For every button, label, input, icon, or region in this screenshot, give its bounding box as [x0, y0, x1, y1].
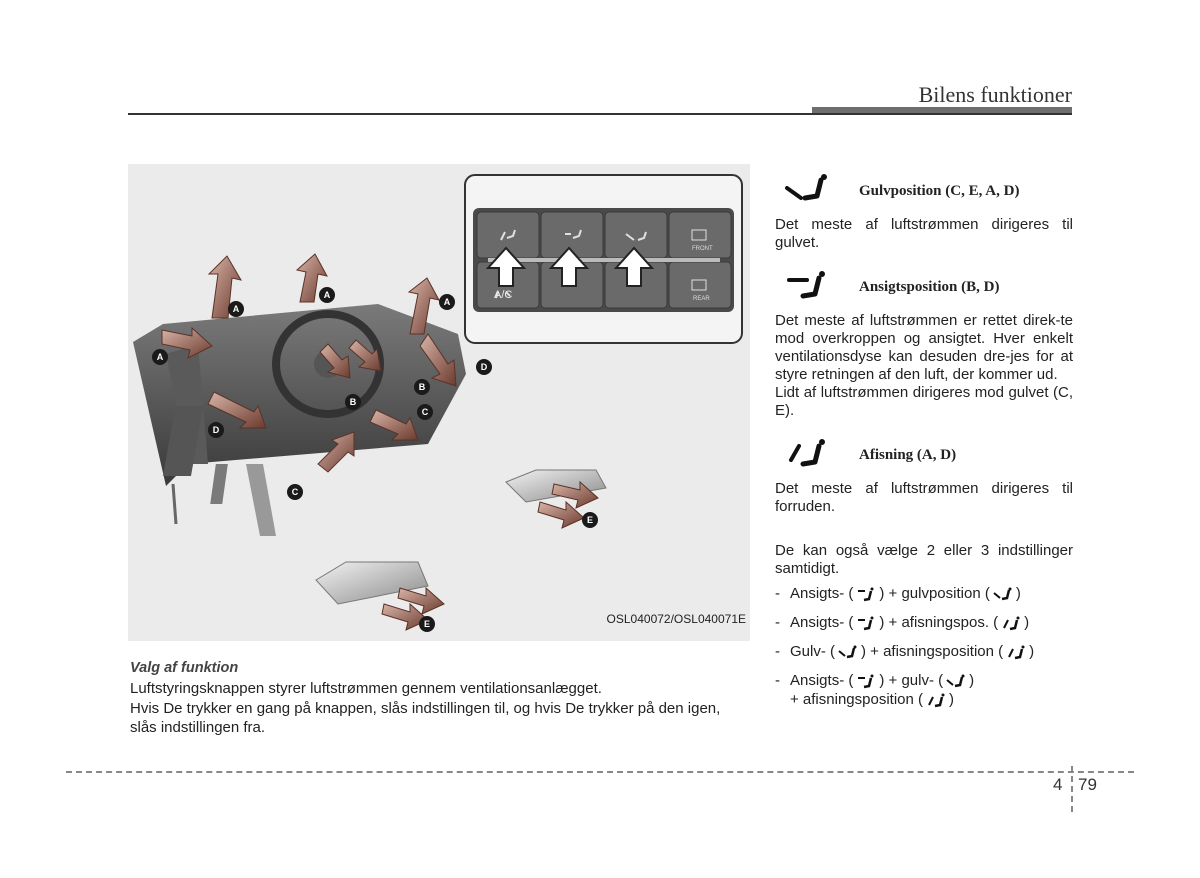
svg-text:C: C — [421, 407, 429, 417]
defrost-mode-icon — [775, 436, 835, 470]
vent-label-a3 — [439, 294, 455, 310]
vent-label-e1 — [582, 512, 598, 528]
svg-text:B: B — [349, 397, 357, 407]
paragraph-2: Hvis De trykker en gang på knappen, slås indstillingen til, og hvis De trykker på den igen, slås indstillingen fra. — [130, 700, 721, 736]
function-selection-section — [130, 659, 750, 738]
face-mode-heading — [775, 266, 1073, 306]
floor-mode-icon — [992, 586, 1014, 602]
floor-mode-icon — [945, 673, 967, 689]
vent-label-a4 — [152, 349, 168, 365]
face-mode-text-2: Lidt af luftstrømmen dirigeres mod gulvet (C, E). — [775, 384, 1073, 419]
section-subheading: Valg af funktion — [130, 660, 239, 676]
svg-text:D: D — [212, 425, 220, 435]
svg-text:B: B — [418, 382, 426, 392]
face-mode-icon — [855, 673, 877, 689]
svg-text:E: E — [586, 515, 594, 525]
vent-label-c1 — [417, 404, 433, 420]
rear-defrost-label: REAR — [693, 296, 710, 302]
chapter-number: 4 — [1053, 775, 1063, 794]
dashboard-drawing — [128, 164, 750, 641]
climate-control-panel — [465, 175, 742, 343]
combo-item: - Gulv- ( ) + afisningsposition ( ) — [775, 643, 1035, 660]
defrost-mode-title: Afisning (A, D) — [859, 447, 957, 463]
vent-label-a1 — [228, 301, 244, 317]
floor-mode-text: Det meste af luftstrømmen dirigeres til gulvet. — [775, 216, 1073, 251]
mode-descriptions — [775, 170, 1073, 709]
svg-text:C: C — [291, 487, 299, 497]
vent-label-d2 — [208, 422, 224, 438]
floor-mode-icon — [837, 644, 859, 660]
floor-mode-icon — [775, 172, 835, 206]
footer-divider — [66, 771, 1134, 773]
defrost-mode-icon — [1000, 615, 1022, 631]
paragraph-1: Luftstyringsknappen styrer luftstrømmen gennem ventilationsanlægget. — [130, 680, 602, 697]
figure-code: OSL040072/OSL040071E — [606, 612, 746, 626]
header-title: Bilens funktioner — [918, 82, 1072, 107]
face-mode-icon — [855, 586, 877, 602]
front-defrost-label: FRONT — [692, 246, 713, 252]
footer-page-divider — [1071, 766, 1073, 812]
face-mode-text-1: Det meste af luftstrømmen er rettet direk-te mod overkroppen og ansigtet. Hver enkelt ventilationsdyse kan desuden dre-jes for at styre retningen af den luft, der kommer ud. — [775, 312, 1073, 383]
combo-item: - Ansigts- ( ) + gulv- ( ) + afisningsposition ( ) — [775, 671, 975, 708]
svg-text:D: D — [480, 362, 488, 372]
defrost-mode-icon — [925, 692, 947, 708]
vent-label-b2 — [414, 379, 430, 395]
vent-label-b1 — [345, 394, 361, 410]
face-mode-icon — [775, 268, 835, 302]
svg-text:A: A — [443, 297, 451, 307]
defrost-mode-text: Det meste af luftstrømmen dirigeres til forruden. — [775, 480, 1073, 515]
combo-item: - Ansigts- ( ) + gulvposition ( ) — [775, 585, 1021, 602]
header-rule — [128, 113, 1072, 115]
floor-mode-title: Gulvposition (C, E, A, D) — [859, 183, 1020, 199]
defrost-mode-heading — [775, 434, 1073, 474]
page-number: 79 — [1078, 775, 1097, 794]
floor-mode-heading — [775, 170, 1073, 210]
combo-intro: De kan også vælge 2 eller 3 indstillinger samtidigt. — [775, 542, 1073, 577]
vent-label-c2 — [287, 484, 303, 500]
face-mode-title: Ansigtsposition (B, D) — [859, 279, 1000, 295]
svg-text:A: A — [156, 352, 164, 362]
face-mode-icon — [855, 615, 877, 631]
defrost-mode-icon — [1005, 644, 1027, 660]
svg-text:A: A — [232, 304, 240, 314]
vent-label-a2 — [319, 287, 335, 303]
ac-label: A/C — [494, 289, 513, 301]
combo-item: - Ansigts- ( ) + afisningspos. ( ) — [775, 614, 1030, 631]
vent-label-e2 — [419, 616, 435, 632]
svg-text:E: E — [423, 619, 431, 629]
combo-list — [775, 584, 1073, 709]
ventilation-illustration — [128, 164, 750, 641]
vent-label-d1 — [476, 359, 492, 375]
svg-text:A: A — [323, 290, 331, 300]
